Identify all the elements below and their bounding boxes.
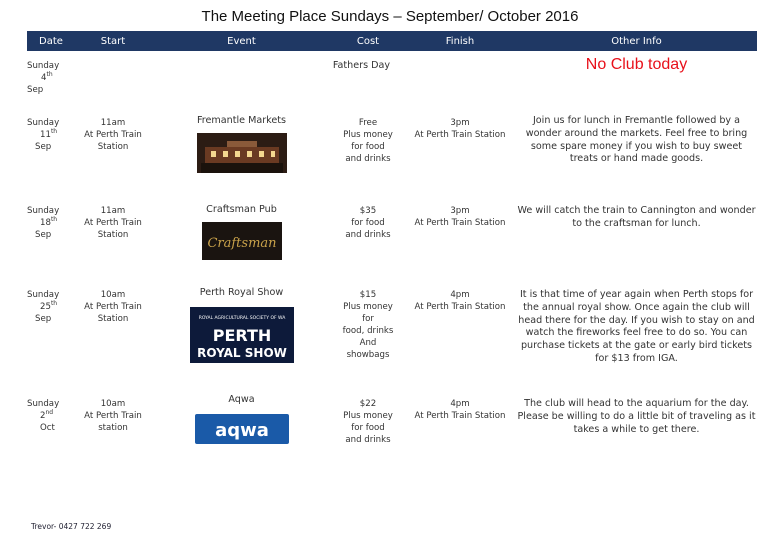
royal-show-logo bbox=[190, 307, 294, 363]
event-name: Perth Royal Show bbox=[199, 287, 284, 298]
table-row bbox=[27, 51, 757, 107]
event-name: Craftsman Pub bbox=[206, 204, 277, 215]
event-cell bbox=[151, 193, 332, 279]
header-row bbox=[27, 31, 757, 51]
header-finish: Finish bbox=[404, 31, 516, 51]
table-row bbox=[27, 107, 757, 193]
start-cell: 11am At Perth Train Station bbox=[84, 118, 142, 152]
page-title: The Meeting Place Sundays – September/ October 2016 bbox=[201, 8, 579, 25]
finish-cell: 4pm At Perth Train Station bbox=[414, 290, 506, 312]
start-cell bbox=[75, 51, 151, 107]
header-event: Event bbox=[151, 31, 332, 51]
no-club-text: No Club today bbox=[585, 56, 688, 73]
cost-cell: $15 Plus money for food, drinks And showbags bbox=[342, 290, 394, 360]
table-row bbox=[27, 193, 757, 279]
event-name: Fathers Day bbox=[332, 60, 391, 71]
other-info-cell: Join us for lunch in Fremantle followed by a wonder around the markets. Feel free to bring some spare money if you wish to buy sweet treats or hand made goods. bbox=[525, 115, 748, 165]
event-cell bbox=[151, 386, 332, 491]
svg-text:PERTH: PERTH bbox=[212, 326, 271, 345]
date-cell: Sunday 25th Sep bbox=[27, 290, 60, 324]
table-row bbox=[27, 279, 757, 386]
cost-cell: Free Plus money for food and drinks bbox=[343, 118, 393, 164]
header-other-info: Other Info bbox=[516, 31, 757, 51]
header-date: Date bbox=[27, 31, 75, 51]
event-name: Aqwa bbox=[228, 394, 255, 405]
svg-text:Craftsman: Craftsman bbox=[206, 236, 277, 251]
footer-contact: Trevor- 0427 722 269 bbox=[31, 522, 112, 531]
svg-text:ROYAL SHOW: ROYAL SHOW bbox=[196, 346, 287, 360]
craftsman-logo bbox=[202, 222, 282, 260]
finish-cell: 3pm At Perth Train Station bbox=[414, 118, 506, 140]
svg-text:ROYAL AGRICULTURAL SOCIETY OF: ROYAL AGRICULTURAL SOCIETY OF WA bbox=[198, 316, 285, 321]
header-cost: Cost bbox=[332, 31, 404, 51]
start-cell: 10am At Perth Train Station bbox=[84, 290, 142, 324]
other-info-cell: The club will head to the aquarium for the day. Please be willing to do a little bit of traveling as it takes a while to get there. bbox=[517, 398, 756, 435]
start-cell: 11am At Perth Train Station bbox=[84, 206, 142, 240]
cost-cell: $22 Plus money for food and drinks bbox=[343, 399, 393, 445]
date-cell: Sunday 11th Sep bbox=[27, 118, 60, 152]
other-info-cell: It is that time of year again when Perth stops for the annual royal show. Once again the club will head there for the day. If you wish to stay on and watch the fireworks feel free to do so. You can purchase tickets at the gate or early bird tickets for $13 from IGA. bbox=[518, 289, 755, 364]
header-start: Start bbox=[75, 31, 151, 51]
fremantle-markets-photo bbox=[197, 133, 287, 173]
date-cell: Sunday 2nd Oct bbox=[27, 399, 60, 433]
svg-text:aqwa: aqwa bbox=[214, 420, 269, 441]
date-cell: Sunday 18th Sep bbox=[27, 206, 60, 240]
event-cell bbox=[151, 107, 332, 193]
finish-cell bbox=[404, 51, 516, 107]
aqwa-logo bbox=[195, 414, 289, 444]
table-row bbox=[27, 386, 757, 491]
finish-cell: 3pm At Perth Train Station bbox=[414, 206, 506, 228]
date-cell: Sunday 4th Sep bbox=[27, 61, 60, 95]
event-cell bbox=[151, 279, 332, 386]
start-cell: 10am At Perth Train station bbox=[84, 399, 142, 433]
finish-cell: 4pm At Perth Train Station bbox=[414, 399, 506, 421]
event-name: Fremantle Markets bbox=[196, 115, 287, 126]
other-info-cell: We will catch the train to Cannington and wonder to the craftsman for lunch. bbox=[517, 205, 756, 229]
schedule-table bbox=[27, 31, 757, 491]
cost-cell: $35 for food and drinks bbox=[345, 206, 391, 240]
event-cell bbox=[151, 51, 391, 107]
